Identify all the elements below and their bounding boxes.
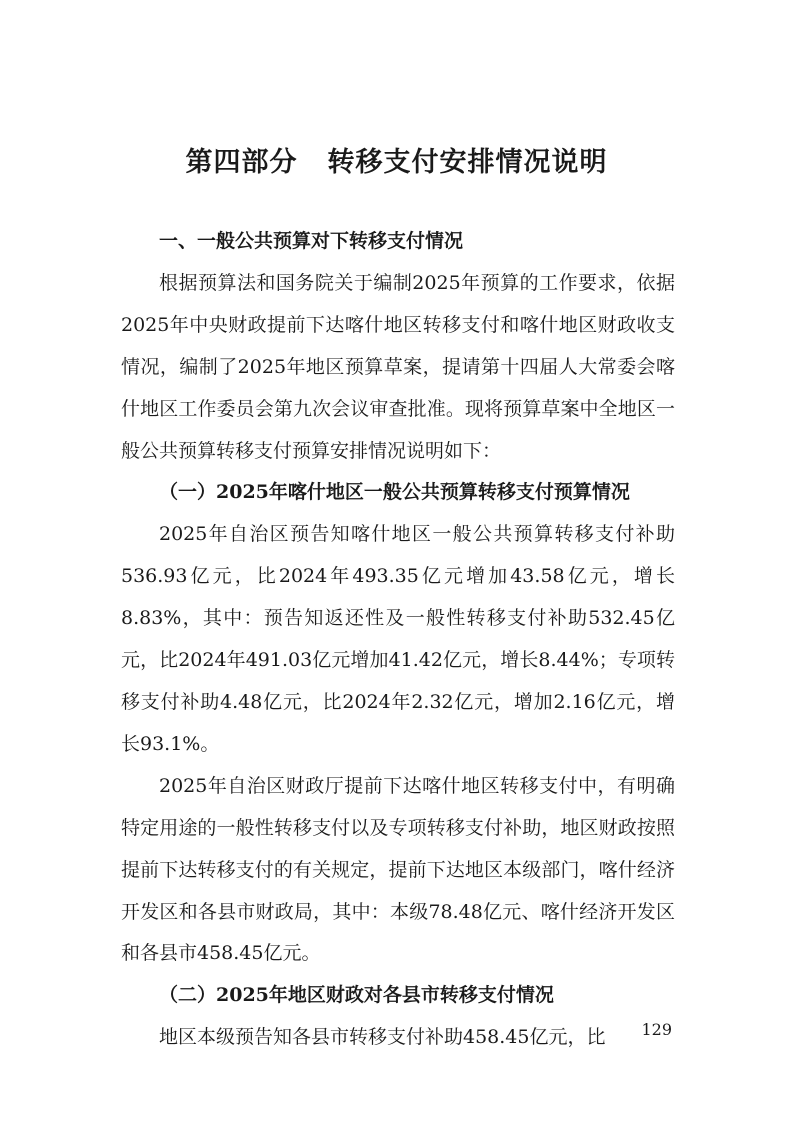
title-part: 第四部分 [185,147,298,178]
intro-paragraph: 根据预算法和国务院关于编制2025年预算的工作要求，依据2025年中央财政提前下达喀什地区转移支付和喀什地区财政收支情况，编制了2025年地区预算草案，提请第十四届人大常委会喀什地区工作委员会第九次会议审查批准。现将预算草案中全地区一般公共预算转移支付预算安排情况说明如下： [121,271,675,462]
page-title [0,140,793,179]
subsection-heading-1: （一）2025年喀什地区一般公共预算转移支付预算情况 [159,481,630,504]
page-number: 129 [641,1020,672,1039]
title-name: 转移支付安排情况说明 [327,147,608,178]
section-heading: 一、一般公共预算对下转移支付情况 [159,230,464,252]
early-transfer-paragraph: 2025年自治区财政厅提前下达喀什地区转移支付中，有明确特定用途的一般性转移支付以及专项转移支付补助，地区财政按照提前下达转移支付的有关规定，提前下达地区本级部门，喀什经济开发区和各县市财政局，其中：本级78.48亿元、喀什经济开发区和各县市458.45亿元。 [121,774,675,965]
subsection-heading-2: （二）2025年地区财政对各县市转移支付情况 [159,984,554,1007]
document-body [121,221,675,1059]
transfer-summary-paragraph: 2025年自治区预告知喀什地区一般公共预算转移支付补助536.93亿元，比2024年493.35亿元增加43.58亿元，增长8.83%，其中：预告知返还性及一般性转移支付补助532.45亿元，比2024年491.03亿元增加41.42亿元，增长8.44%；专项转移支付补助4.48亿元，比2024年2.32亿元，增加2.16亿元，增长93.1%。 [121,523,675,755]
county-transfer-paragraph: 地区本级预告知各县市转移支付补助458.45亿元，比 [159,1026,606,1049]
